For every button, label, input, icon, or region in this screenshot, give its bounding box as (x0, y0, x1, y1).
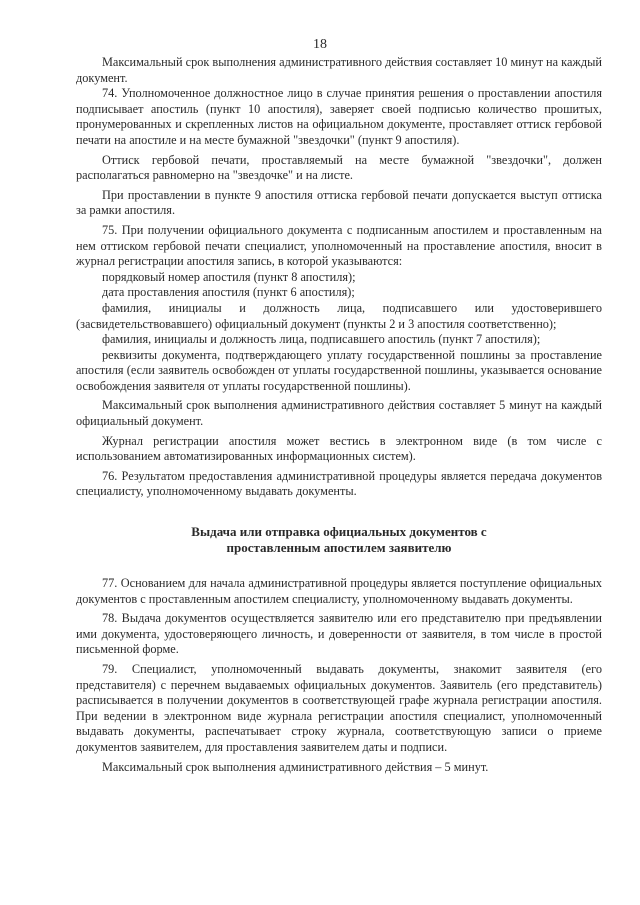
paragraph: 76. Результатом предоставления административной процедуры является передача документов специалисту, уполномоченному выдавать документы. (76, 468, 602, 499)
list-item: порядковый номер апостиля (пункт 8 апостиля); (102, 269, 356, 284)
page-number: 18 (313, 37, 327, 52)
paragraph: Журнал регистрации апостиля может вестись в электронном виде (в том числе с использованием автоматизированных информационных систем). (76, 433, 602, 464)
section-heading (76, 524, 602, 556)
paragraph: Оттиск гербовой печати, проставляемый на месте бумажной "звездочки", должен располагаться равномерно на "звездочке" и на листе. (76, 152, 602, 183)
paragraph: 77. Основанием для начала административной процедуры является поступление официальных документов с проставленным апостилем специалисту, уполномоченному выдавать документы. (76, 576, 602, 606)
paragraph: Максимальный срок выполнения административного действия составляет 5 минут на каждый официальный документ. (76, 398, 602, 429)
list-item: реквизиты документа, подтверждающего уплату государственной пошлины за проставление апостиля (если заявитель освобожден от уплаты государственной пошлины, указывается основание освобождения заявителя от уплаты государственной пошлины). (76, 347, 602, 393)
paragraph: 79. Специалист, уполномоченный выдавать документы, знакомит заявителя (его представителя) с перечнем выдаваемых официальных документов. Заявитель (его представитель) расписывается в получении документов в соответствующей графе журнала регистрации апостиля. При ведении в электронном виде журнала регистрации апостиля специалист, уполномоченный выдавать документы, распечатывает строку журнала, соответствующую записи о приеме документов заявителем, для проставления заявителем даты и подписи. (76, 662, 602, 754)
list-item: фамилия, инициалы и должность лица, подписавшего апостиль (пункт 7 апостиля); (102, 332, 541, 347)
paragraph: При проставлении в пункте 9 апостиля оттиска гербовой печати допускается выступ оттиска за рамки апостиля. (76, 187, 602, 218)
document-body (76, 55, 602, 775)
paragraph: 78. Выдача документов осуществляется заявителю или его представителю при предъявлении ими документа, удостоверяющего личность, и доверенности от заявителя, в том числе в простой письменной форме. (76, 611, 602, 657)
section-heading-line: Выдача или отправка официальных документов с (191, 524, 487, 540)
list-item: фамилия, инициалы и должность лица, подписавшего или удостоверившего (засвидетельствовавшего) официальный документ (пункты 2 и 3 апостиля соответственно); (76, 300, 602, 331)
paragraph: 74. Уполномоченное должностное лицо в случае принятия решения о проставлении апостиля подписывает апостиль (пункт 10 апостиля), заверяет своей подписью количество прошитых, пронумерованных и скрепленных листов на официальном документе, проставляет оттиск гербовой печати на апостиле и на месте бумажной "звездочки" (пункт 9 апостиля). (76, 86, 602, 147)
paragraph: 75. При получении официального документа с подписанным апостилем и проставленным на нем оттиском гербовой печати специалист, уполномоченный на проставление апостиля, вносит в журнал регистрации апостиля запись, в которой указываются: (76, 222, 602, 269)
paragraph: Максимальный срок выполнения административного действия – 5 минут. (102, 759, 489, 774)
section-heading-line: проставленным апостилем заявителю (226, 540, 452, 556)
paragraph: Максимальный срок выполнения административного действия составляет 10 минут на каждый документ. (76, 55, 602, 85)
list-item: дата проставления апостиля (пункт 6 апостиля); (102, 285, 355, 300)
